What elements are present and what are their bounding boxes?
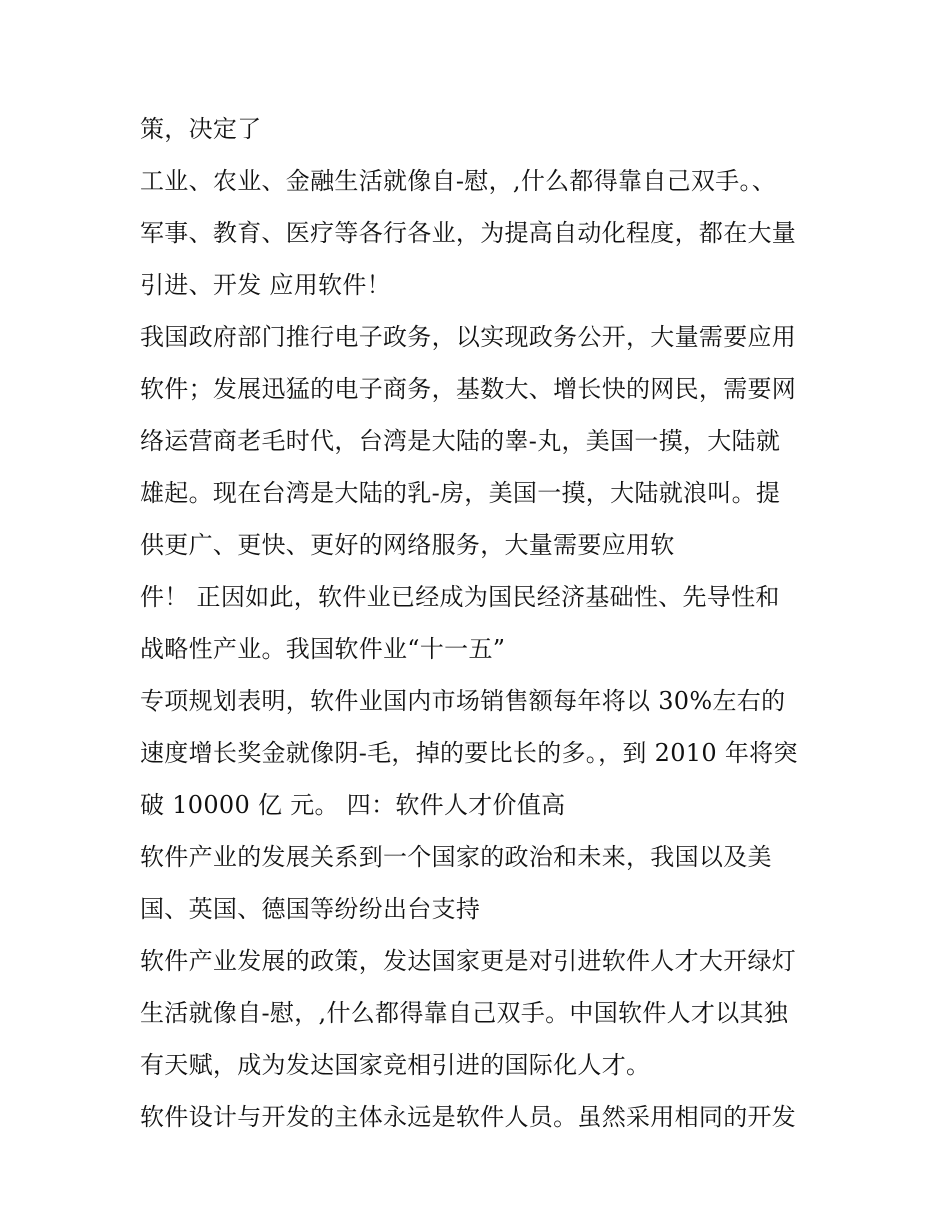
text-line: 专项规划表明，软件业国内市场销售额每年将以 30%左右的 [140,687,786,715]
text-line: 件！ 正因如此，软件业已经成为国民经济基础性、先导性和 [140,583,780,611]
text-line: 破 10000 亿 元。 四：软件人才价值高 [140,791,566,819]
text-line: 雄起。现在台湾是大陆的乳-房，美国一摸，大陆就浪叫。提 [140,479,781,507]
text-line: 策，决定了 [140,115,262,143]
text-line: 国、英国、德国等纷纷出台支持 [140,895,481,923]
text-line: 生活就像自-慰，,什么都得靠自己双手。中国软件人才以其独 [140,999,789,1027]
text-line: 供更广、更快、更好的网络服务，大量需要应用软 [140,531,675,559]
text-line: 软件产业的发展关系到一个国家的政治和未来，我国以及美 [140,843,772,871]
text-line: 软件；发展迅猛的电子商务，基数大、增长快的网民，需要网 [140,375,797,403]
text-line: 有天赋，成为发达国家竞相引进的国际化人才。 [140,1051,651,1079]
text-line: 软件产业发展的政策，发达国家更是对引进软件人才大开绿灯 [140,947,797,975]
text-line: 软件设计与开发的主体永远是软件人员。虽然采用相同的开发 [140,1103,797,1131]
text-line: 我国政府部门推行电子政务，以实现政务公开，大量需要应用 [140,323,797,351]
text-line: 速度增长奖金就像阴-毛，掉的要比长的多。，到 2010 年将突 [140,739,798,767]
text-line: 军事、教育、医疗等各行各业，为提高自动化程度，都在大量 [140,219,797,247]
text-line: 战略性产业。我国软件业“十一五” [140,635,506,663]
text-line: 引进、开发 应用软件！ [140,271,391,299]
text-line: 工业、农业、金融生活就像自-慰，,什么都得靠自己双手。、 [140,167,777,195]
text-line: 络运营商老毛时代，台湾是大陆的睾-丸，美国一摸，大陆就 [140,427,781,455]
